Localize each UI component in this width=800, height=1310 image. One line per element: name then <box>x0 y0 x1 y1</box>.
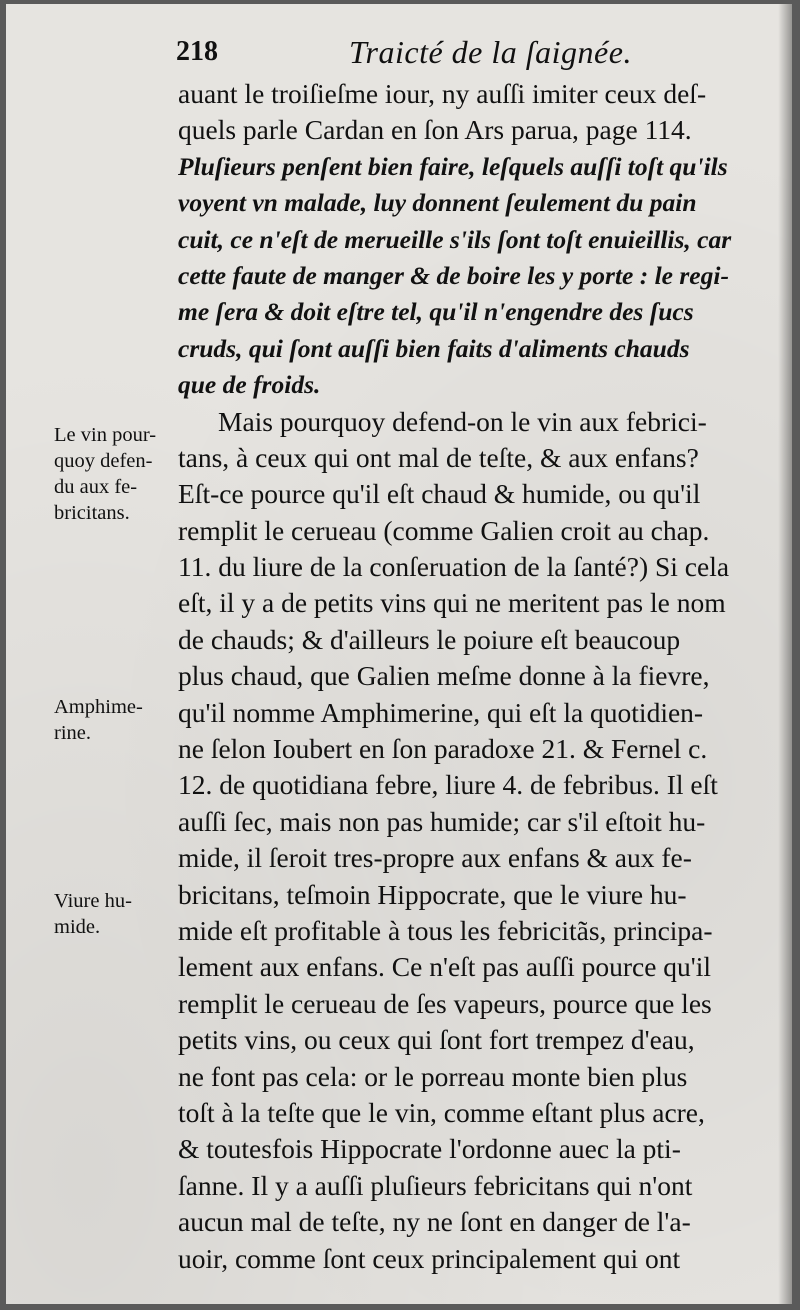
body-line: & toutesfois Hippocrate l'ordonne auec la pti- <box>178 1133 681 1165</box>
margin-note-vin <box>54 422 178 526</box>
body-line: tans, à ceux qui ont mal de teſte, & aux enfans? <box>178 441 699 473</box>
body-line: cuit, ce n'eſt de merueille s'ils ſont toſt enuieillis, car <box>178 224 732 254</box>
body-line: cruds, qui ſont auſſi bien faits d'aliments chauds <box>178 333 690 363</box>
body-line: mide, il ſeroit tres-propre aux enfans & aux fe- <box>178 842 692 874</box>
margin-note-line: quoy defen- <box>54 450 153 472</box>
body-line: uoir, comme ſont ceux principalement qui ont <box>178 1242 681 1274</box>
body-line: Pluſieurs penſent bien faire, leſquels auſſi toſt qu'ils <box>178 151 728 181</box>
margin-note-viure <box>54 888 178 940</box>
body-line: que de froids. <box>178 370 321 400</box>
body-line: auant le troiſieſme iour, ny auſſi imiter ceux deſ- <box>178 78 707 109</box>
body-line: de chauds; & d'ailleurs le poiure eſt beaucoup <box>178 623 681 655</box>
margin-note-line: mide. <box>54 916 101 938</box>
margin-note-line: rine. <box>54 722 91 744</box>
book-page <box>6 4 792 1304</box>
body-line: ne ſelon Ioubert en ſon paradoxe 21. & Fernel c. <box>178 733 708 765</box>
body-line: cette faute de manger & de boire les y porte : le regi- <box>178 260 729 290</box>
body-line: bricitans, teſmoin Hippocrate, que le viure hu- <box>178 878 687 910</box>
body-line: aucun mal de teſte, ny ne ſont en danger de l'a- <box>178 1206 691 1238</box>
margin-note-line: du aux fe- <box>54 476 138 498</box>
body-line: Eſt-ce pource qu'il eſt chaud & humide, ou qu'il <box>178 478 701 510</box>
body-line: 11. du liure de la conſeruation de la ſanté?) Si cela <box>178 551 730 583</box>
body-line: ne font pas cela: or le porreau monte bien plus <box>178 1060 688 1092</box>
body-line: toſt à la teſte que le vin, comme eſtant plus acre, <box>178 1096 705 1128</box>
body-line: plus chaud, que Galien meſme donne à la fievre, <box>178 660 710 692</box>
body-line: lement aux enfans. Ce n'eſt pas auſſi pource qu'il <box>178 951 712 983</box>
page-edge-shadow <box>778 4 792 1304</box>
margin-note-amphimerine <box>54 694 178 746</box>
body-line: petits vins, ou ceux qui ſont fort trempez d'eau, <box>178 1024 695 1056</box>
body-line: quels parle Cardan en ſon Ars parua, page 114. <box>178 114 692 146</box>
body-line: remplit le cerueau (comme Galien croit au chap. <box>178 514 710 546</box>
page-header <box>174 34 774 74</box>
body-line: qu'il nomme Amphimerine, qui eſt la quotidien- <box>178 696 704 728</box>
body-line: me ſera & doit eſtre tel, qu'il n'engendre des ſucs <box>178 297 694 327</box>
margin-note-line: Amphime- <box>54 696 143 718</box>
running-head: Traicté de la ſaignée. <box>349 34 632 70</box>
page-number: 218 <box>176 36 218 67</box>
body-text <box>178 76 778 1277</box>
margin-note-line: Viure hu- <box>54 890 132 912</box>
body-line: eſt, il y a de petits vins qui ne meritent pas le nom <box>178 587 726 619</box>
body-line: remplit le cerueau de ſes vapeurs, pource que les <box>178 987 712 1019</box>
margin-note-line: bricitans. <box>54 502 130 524</box>
body-line: 12. de quotidiana febre, liure 4. de febribus. Il eſt <box>178 769 718 801</box>
margin-note-line: Le vin pour- <box>54 424 157 446</box>
body-line: mide eſt profitable à tous les febricitãs, principa- <box>178 914 713 946</box>
body-line: auſſi ſec, mais non pas humide; car s'il eſtoit hu- <box>178 805 706 837</box>
body-line: ſanne. Il y a auſſi pluſieurs febricitans qui n'ont <box>178 1169 693 1201</box>
body-line: voyent vn malade, luy donnent ſeulement du pain <box>178 188 697 218</box>
body-line: Mais pourquoy defend-on le vin aux febrici- <box>218 405 707 437</box>
